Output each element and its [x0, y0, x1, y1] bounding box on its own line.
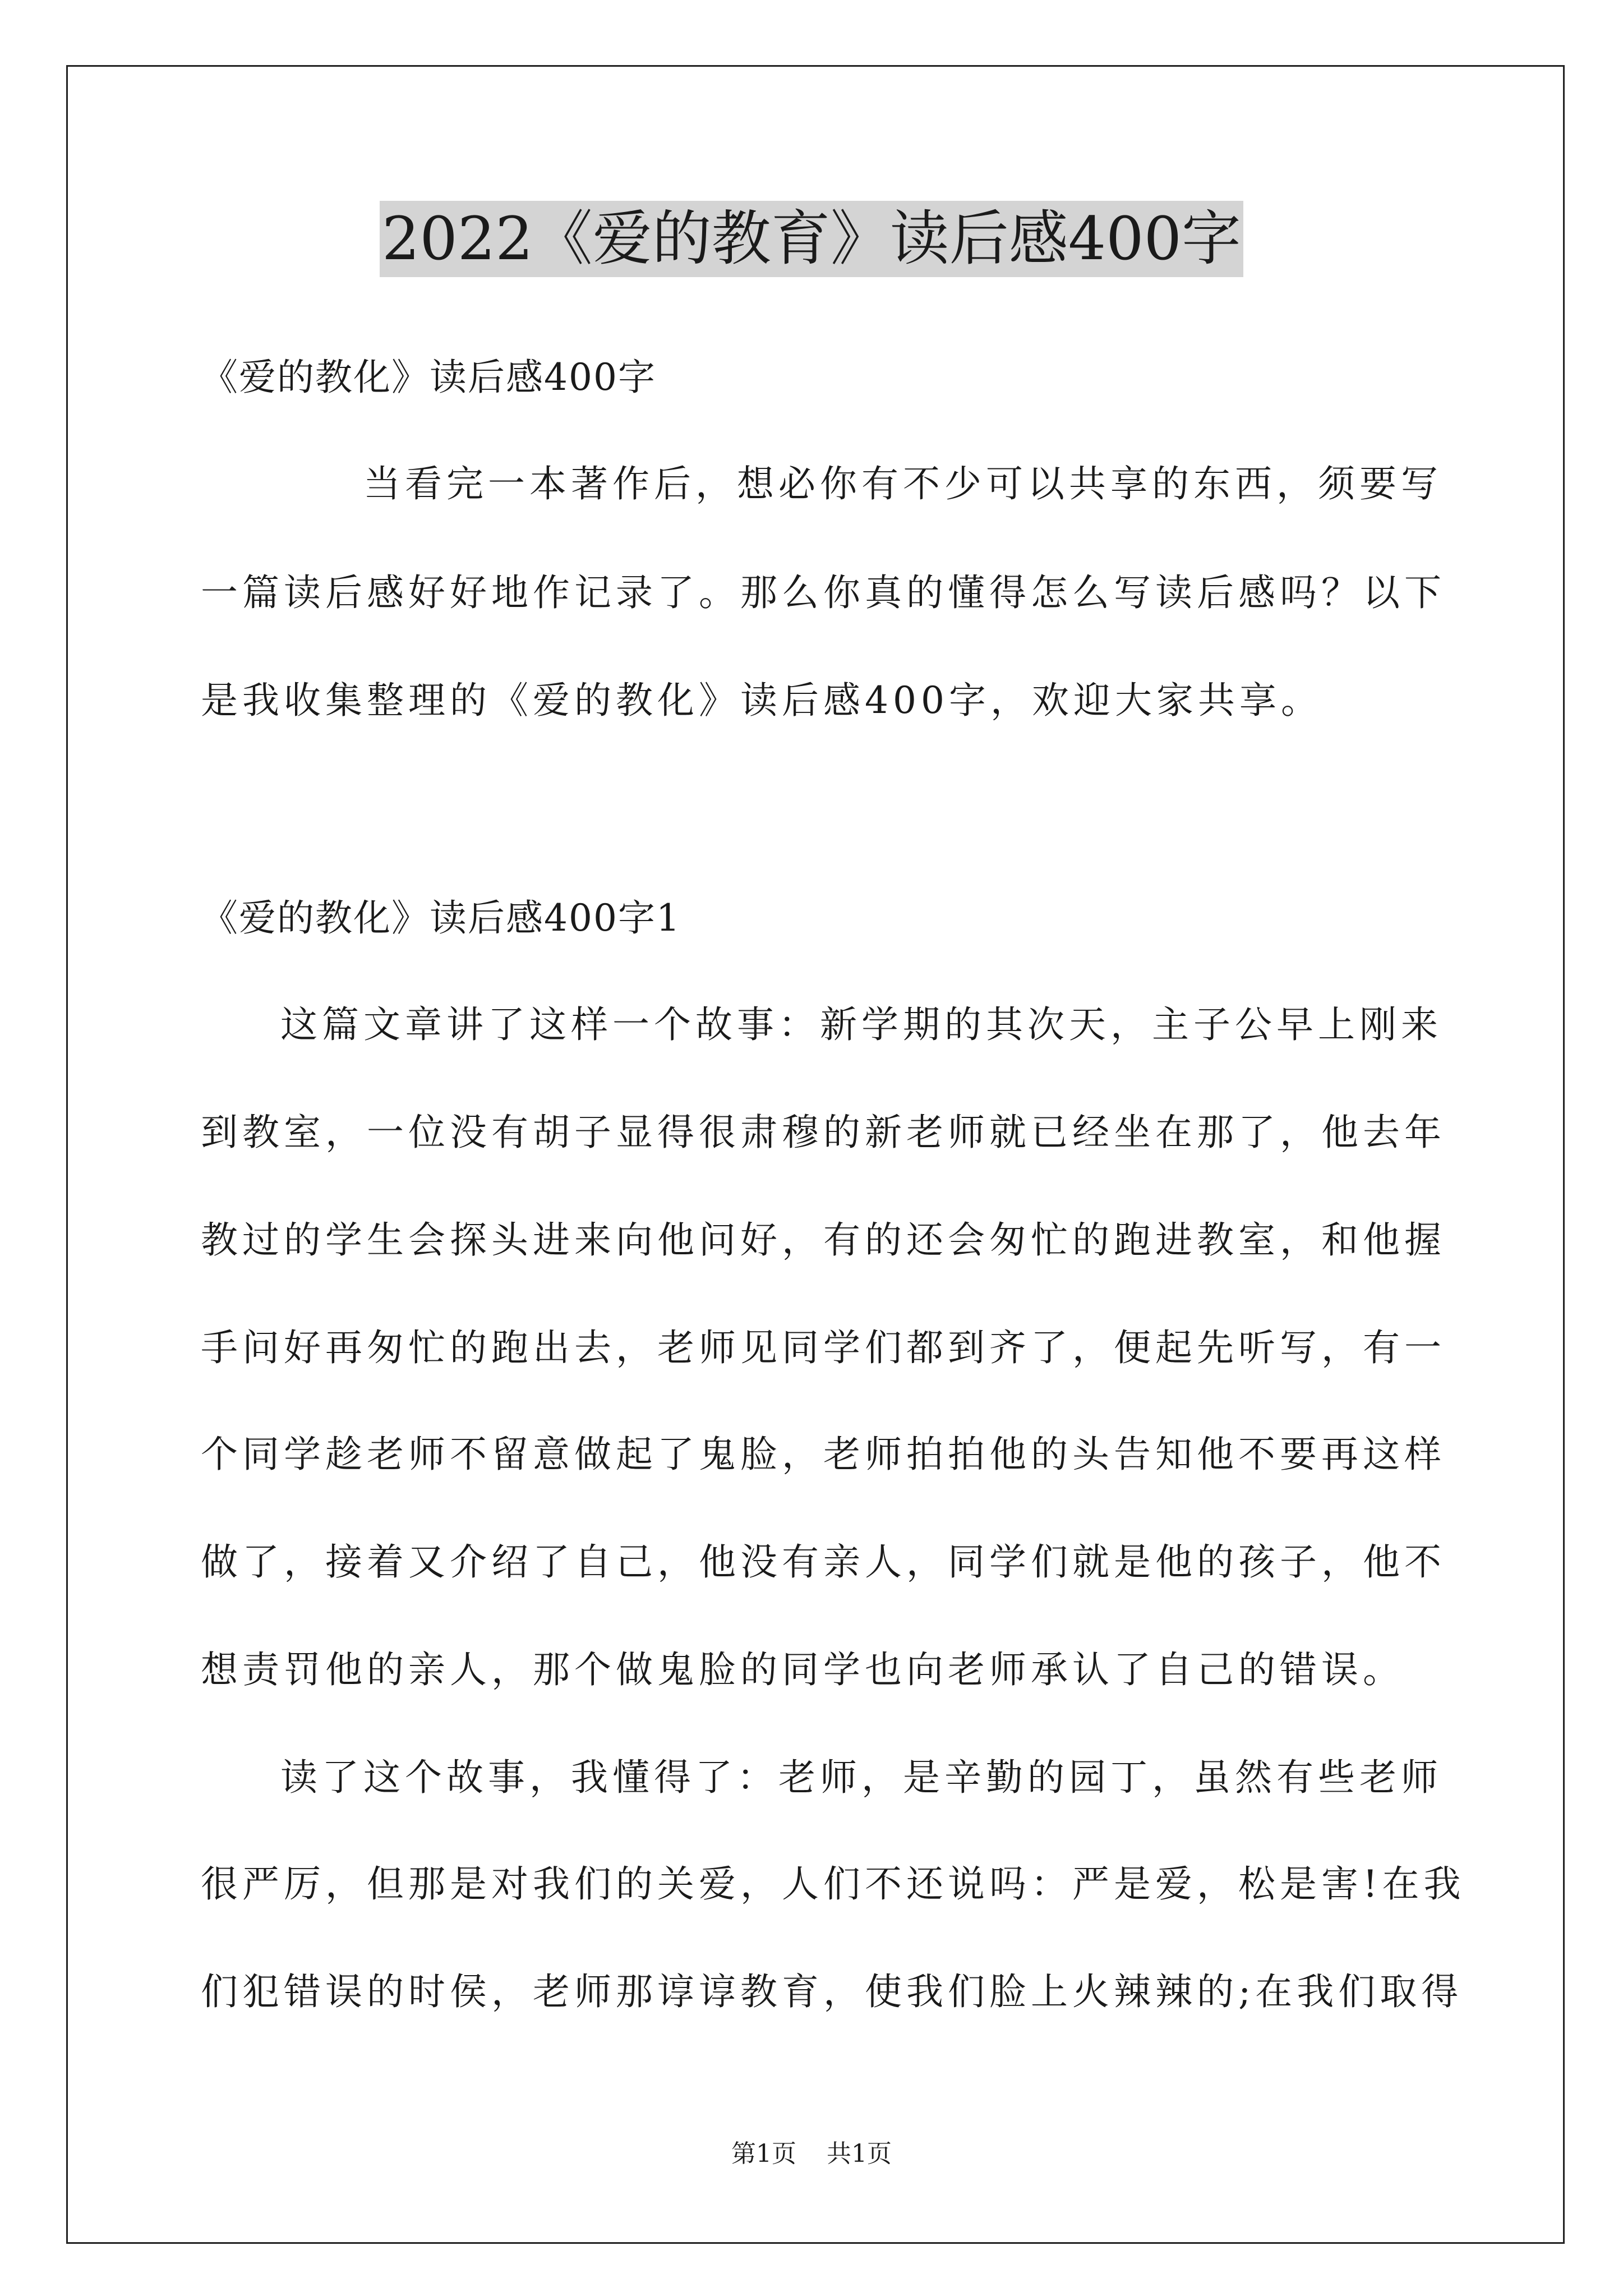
paragraph1-line-7: 想责罚他的亲人，那个做鬼脸的同学也向老师承认了自己的错误。 [201, 1648, 1404, 1691]
paragraph1-line-5: 个同学趁老师不留意做起了鬼脸，老师拍拍他的头告知他不要再这样 [201, 1433, 1446, 1476]
document-subheading: 《爱的教化》读后感400字 [201, 356, 656, 399]
document-title [0, 201, 1623, 277]
paragraph1-line-3: 教过的学生会探头进来向他问好，有的还会匆忙的跑进教室，和他握 [201, 1218, 1446, 1262]
intro-line-1: 当看完一本著作后，想必你有不少可以共享的东西，须要写 [363, 462, 1442, 505]
page-number-label: 第1页 [731, 2139, 796, 2168]
paragraph1-line-2: 到教室，一位没有胡子显得很肃穆的新老师就已经坐在那了，他去年 [201, 1111, 1446, 1154]
intro-line-2: 一篇读后感好好地作记录了。那么你真的懂得怎么写读后感吗？以下 [201, 571, 1446, 614]
paragraph2-line-1: 读了这个故事，我懂得了：老师，是辛勤的园丁，虽然有些老师 [280, 1756, 1442, 1799]
paragraph1-line-4: 手问好再匆忙的跑出去，老师见同学们都到齐了，便起先听写，有一 [201, 1326, 1446, 1369]
paragraph1-line-1: 这篇文章讲了这样一个故事：新学期的其次天，主子公早上刚来 [280, 1003, 1442, 1046]
document-title-text: 2022《爱的教育》读后感400字 [380, 201, 1243, 277]
page-total-label: 共1页 [827, 2139, 892, 2168]
paragraph2-line-3: 们犯错误的时侯，老师那谆谆教育，使我们脸上火辣辣的;在我们取得 [201, 1970, 1463, 2013]
section-heading: 《爱的教化》读后感400字1 [201, 896, 681, 940]
paragraph2-line-2: 很严厉，但那是对我们的关爱，人们不还说吗：严是爱，松是害!在我 [201, 1862, 1465, 1906]
paragraph1-line-6: 做了，接着又介绍了自己，他没有亲人，同学们就是他的孩子，他不 [201, 1540, 1446, 1584]
page-footer [0, 2137, 1623, 2171]
intro-line-3: 是我收集整理的《爱的教化》读后感400字，欢迎大家共享。 [201, 679, 1322, 722]
